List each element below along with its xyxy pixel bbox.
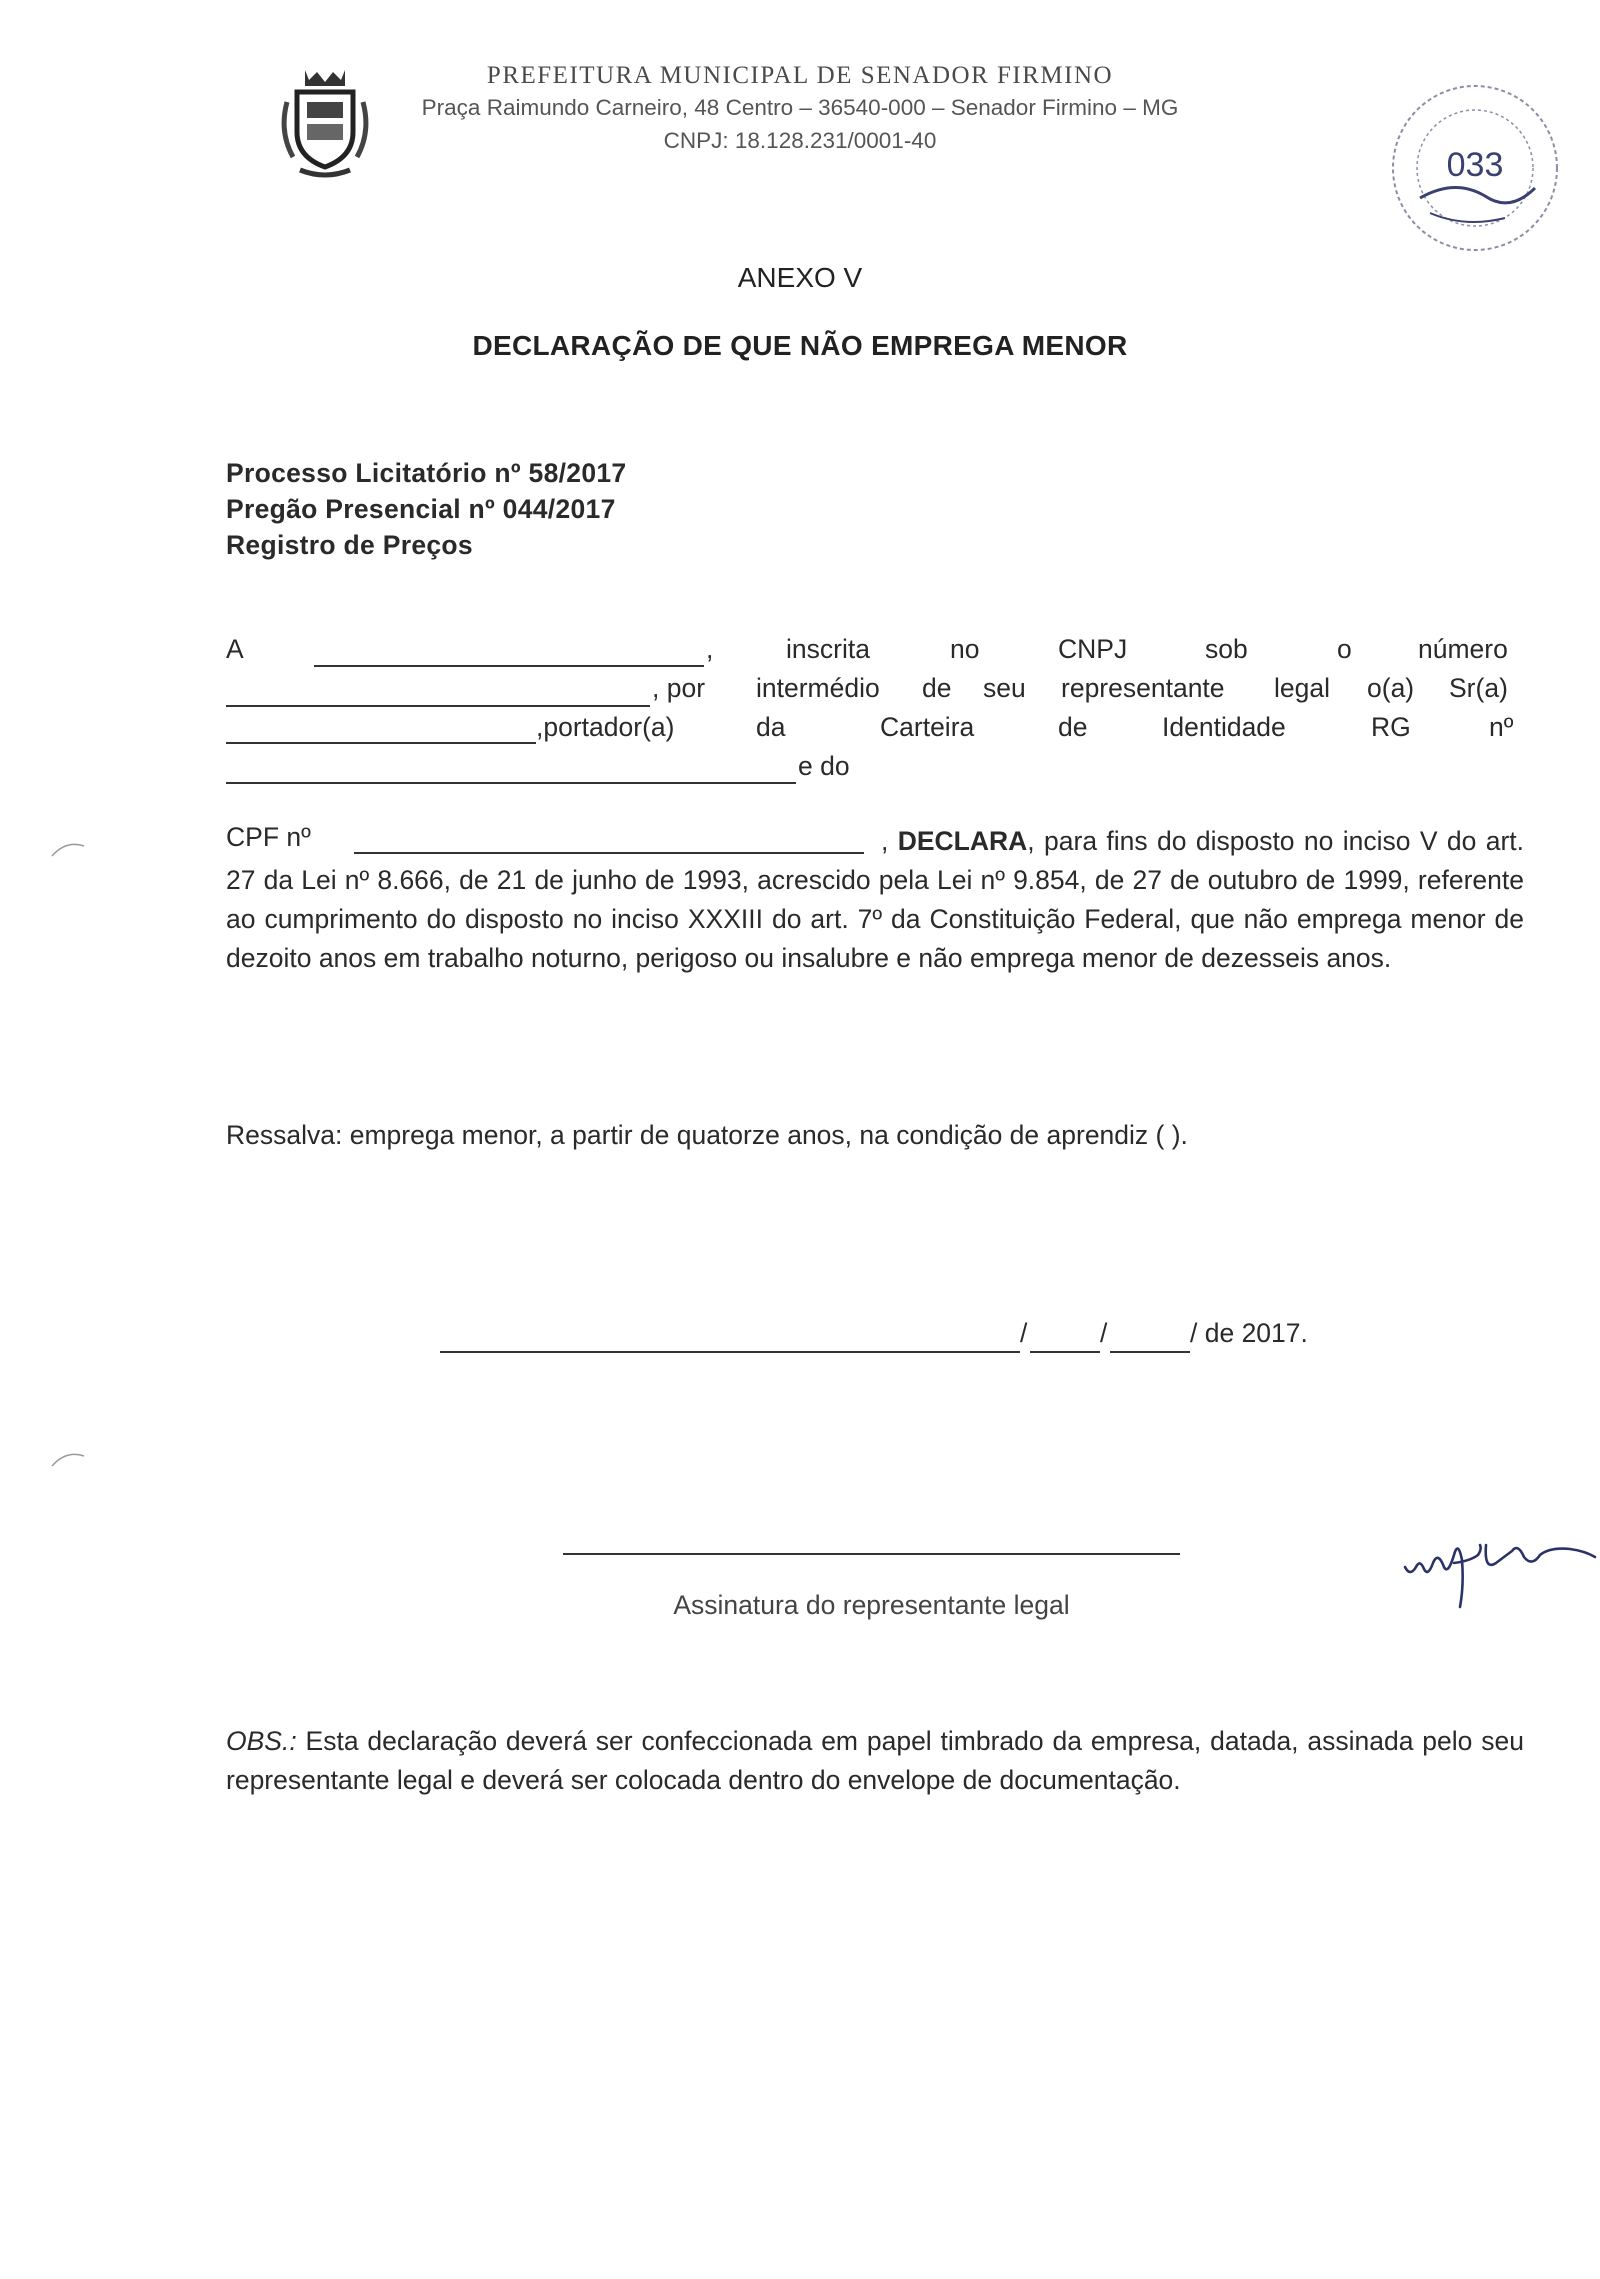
word-oa: o(a) [1367,673,1415,703]
signature-caption: Assinatura do representante legal [673,1590,1070,1620]
letterhead-cnpj: CNPJ: 18.128.231/0001-40 [663,128,937,153]
cpf-label: CPF nº [226,822,311,852]
word-representante: representante [1061,673,1225,703]
word-sob: sob [1205,634,1248,664]
obs-text: Esta declaração deverá ser confeccionada em papel timbrado da empresa, datada, assinada pelo seu representante legal e deverá ser colocada dentro do envelope de documentação. [226,1726,1524,1795]
price-registry: Registro de Preços [226,530,473,560]
punch-hole-mark-icon [50,838,86,858]
word-no-symbol: nº [1489,712,1514,742]
month-blank[interactable] [1110,1351,1190,1353]
word-cnpj: CNPJ [1058,634,1128,664]
word-no: no [950,634,980,664]
declara-keyword: DECLARA [897,826,1028,856]
letterhead-title: PREFEITURA MUNICIPAL DE SENADOR FIRMINO [486,62,1114,89]
word-de-2: de [1058,712,1088,742]
letterhead-address: Praça Raimundo Carneiro, 48 Centro – 36540-000 – Senador Firmino – MG [421,95,1179,120]
comma: , [706,634,714,664]
cpf-comma: , [881,826,889,856]
word-o: o [1337,634,1352,664]
stamp-number: 033 [1446,146,1504,184]
word-seu: seu [983,673,1026,703]
word-identidade: Identidade [1162,712,1286,742]
pregao-number: Pregão Presencial nº 044/2017 [226,494,616,524]
date-suffix: / de 2017. [1190,1318,1308,1348]
handwritten-signature-icon [1400,1515,1600,1615]
date-slash-1: / [1020,1318,1028,1348]
date-slash-2: / [1100,1318,1108,1348]
word-da: da [756,712,786,742]
word-numero: número [1418,634,1508,664]
cnpj-number-blank[interactable] [226,705,650,707]
commission-stamp-icon [1385,78,1565,258]
word-legal: legal [1274,673,1330,703]
word-e-do: e do [798,751,850,781]
word-sra: Sr(a) [1449,673,1508,703]
word-intermedio: intermédio [756,673,880,703]
word-rg: RG [1371,712,1411,742]
ressalva-text: Ressalva: emprega menor, a partir de quatorze anos, na condição de aprendiz ( ). [226,1120,1188,1150]
declaration-title: DECLARAÇÃO DE QUE NÃO EMPREGA MENOR [472,330,1128,361]
process-number: Processo Licitatório nº 58/2017 [226,458,627,488]
obs-label: OBS.: [226,1726,297,1756]
word-portador: ,portador(a) [536,712,675,742]
declaration-text: , para fins do disposto no inciso V do art. 27 da Lei nº 8.666, de 21 de junho de 1993, acrescido pela Lei nº 9.854, de 27 de outubro de 1999, referente ao cumprimento do disposto no inciso XXXIII do art. 7º da Constituição Federal, que não emprega menor de dezoito anos em trabalho noturno, perigoso ou insalubre e não emprega menor de dezesseis anos. [226,826,1524,973]
city-blank[interactable] [440,1351,1020,1353]
annex-label: ANEXO V [737,262,863,293]
representative-name-blank[interactable] [226,742,536,744]
word-a: A [226,634,244,664]
declaration-paragraph [226,822,1524,978]
punch-hole-mark-icon [50,1448,86,1468]
word-inscrita: inscrita [786,634,870,664]
word-de: de [922,673,952,703]
signature-line[interactable] [563,1553,1180,1555]
word-carteira: Carteira [880,712,975,742]
word-por: , por [652,673,706,703]
rg-number-blank[interactable] [226,782,796,784]
day-blank[interactable] [1030,1351,1100,1353]
obs-paragraph [226,1722,1524,1800]
company-name-blank[interactable] [314,665,704,667]
